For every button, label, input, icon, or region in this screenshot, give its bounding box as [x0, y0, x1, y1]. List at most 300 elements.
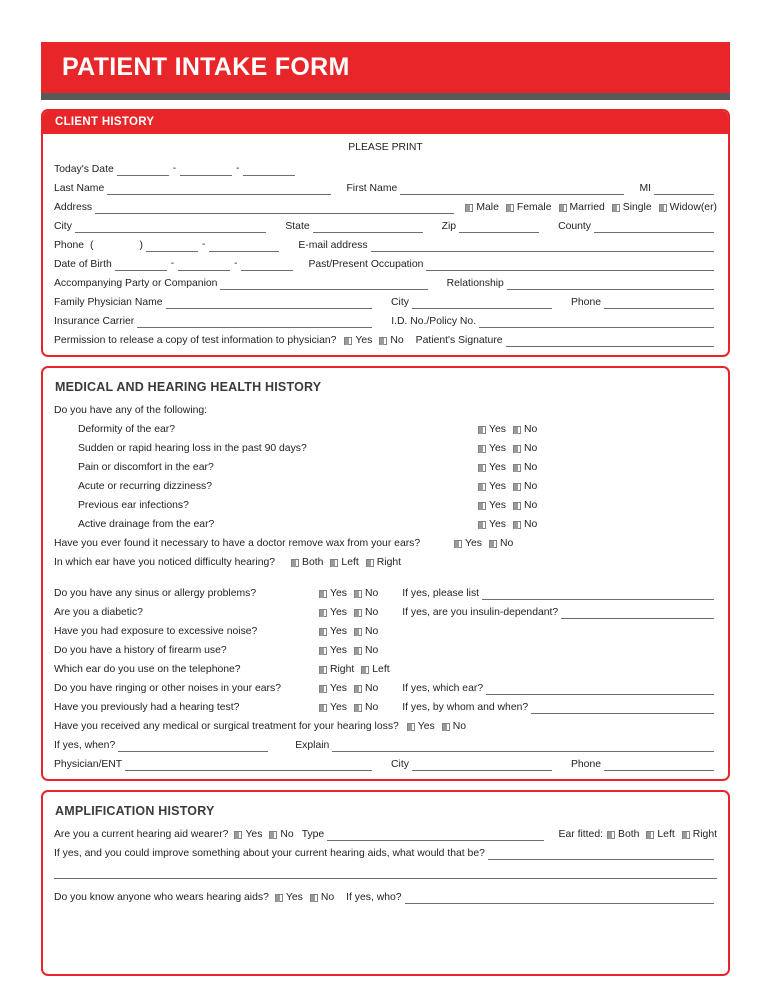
condition-row [54, 493, 717, 512]
checkbox-icon[interactable] [682, 831, 690, 839]
checkbox-option-male[interactable] [465, 202, 499, 214]
dob-separator-1: - [170, 258, 175, 269]
input-phone-line[interactable] [209, 240, 279, 252]
question-followup-input[interactable] [486, 683, 714, 695]
question-followup-input[interactable] [531, 702, 714, 714]
checkbox-icon[interactable] [269, 831, 277, 839]
question-label: Have you previously had a hearing test? [54, 702, 240, 713]
checkbox-option-female[interactable] [506, 202, 552, 214]
phone-separator: - [201, 239, 206, 250]
condition-label: Active drainage from the ear? [78, 519, 215, 530]
input-first-name[interactable] [400, 183, 624, 195]
checkbox-label: Left [657, 829, 675, 840]
checkbox-label: No [523, 481, 538, 492]
input-occupation[interactable] [426, 259, 714, 271]
checkbox-option-yes[interactable] [319, 683, 347, 695]
checkbox-label: Yes [330, 626, 347, 637]
row-wax-question [54, 531, 717, 550]
input-companion[interactable] [220, 278, 427, 290]
checkbox-option-yes[interactable] [319, 702, 347, 714]
checkbox-icon[interactable] [354, 704, 362, 712]
label-date-of-birth: Date of Birth [54, 259, 112, 270]
input-explain[interactable] [332, 740, 714, 752]
row-dob-occupation [54, 252, 717, 271]
checkbox-label: Married [569, 202, 605, 213]
checkbox-option-both[interactable] [291, 557, 323, 569]
question-followup-input[interactable] [482, 588, 714, 600]
checkbox-label: No [364, 702, 379, 713]
checkbox-icon[interactable] [319, 647, 327, 655]
checkbox-option-ear-fitted-right[interactable] [682, 829, 717, 841]
checkbox-icon[interactable] [454, 540, 462, 548]
condition-yesno[interactable] [478, 481, 537, 493]
checkbox-icon[interactable] [659, 204, 667, 212]
checkbox-label: No [523, 443, 538, 454]
row-city-state-zip [54, 214, 717, 233]
checkbox-icon[interactable] [513, 464, 521, 472]
checkbox-option-no[interactable] [354, 607, 378, 619]
checkbox-option-no[interactable] [513, 481, 537, 493]
amplification-blank-space [54, 904, 717, 966]
condition-yesno[interactable] [478, 519, 537, 531]
input-physician-phone[interactable] [604, 297, 714, 309]
label-physician-phone: Phone [570, 297, 601, 308]
checkbox-icon[interactable] [330, 559, 338, 567]
checkbox-option-ear-fitted-left[interactable] [646, 829, 674, 841]
label-patient-signature: Patient's Signature [415, 335, 503, 346]
label-last-name: Last Name [54, 183, 105, 194]
checkbox-icon[interactable] [366, 559, 374, 567]
checkbox-option-no[interactable] [513, 519, 537, 531]
label-state: State [285, 221, 310, 232]
input-mi[interactable] [654, 183, 714, 195]
question-followup-label: If yes, by whom and when? [402, 702, 529, 713]
row-treatment-detail [54, 733, 717, 752]
checkbox-option-no[interactable] [513, 462, 537, 474]
checkbox-option-yes[interactable] [454, 538, 482, 550]
checkbox-option-wearer-no[interactable] [269, 829, 293, 841]
checkbox-option-yes[interactable] [319, 607, 347, 619]
label-physician-ent: Physician/ENT [54, 759, 123, 770]
input-city[interactable] [75, 221, 266, 233]
row-know-anyone [54, 885, 717, 904]
checkbox-label: Yes [330, 702, 347, 713]
condition-label: Acute or recurring dizziness? [78, 481, 212, 492]
checkbox-icon[interactable] [319, 685, 327, 693]
label-ent-city: City [391, 759, 409, 770]
checkbox-label: Male [476, 202, 499, 213]
checkbox-icon[interactable] [442, 723, 450, 731]
input-patient-signature[interactable] [506, 335, 714, 347]
label-hearing-aid-wearer: Are you a current hearing aid wearer? [54, 829, 229, 840]
input-relationship[interactable] [507, 278, 714, 290]
checkbox-option-no[interactable] [354, 645, 378, 657]
input-phone-area-code[interactable] [97, 241, 137, 252]
row-name [54, 176, 717, 195]
checkbox-icon[interactable] [354, 647, 362, 655]
row-permission [54, 328, 717, 347]
checkbox-icon[interactable] [361, 666, 369, 674]
question-options[interactable] [319, 702, 378, 714]
condition-row [54, 436, 717, 455]
label-ear-fitted: Ear fitted: [558, 829, 604, 840]
medical-intro [54, 398, 717, 417]
input-if-yes-when[interactable] [118, 740, 268, 752]
question-row [54, 581, 717, 600]
question-row [54, 695, 717, 714]
phone-open-paren: ( [90, 240, 94, 251]
checkbox-label: Right [376, 557, 402, 568]
checkbox-icon[interactable] [513, 483, 521, 491]
checkbox-option-permission-no[interactable] [379, 335, 403, 347]
wax-yesno[interactable] [454, 538, 513, 550]
checkbox-icon[interactable] [379, 337, 387, 345]
checkbox-option-no[interactable] [513, 443, 537, 455]
checkbox-icon[interactable] [478, 445, 486, 453]
question-row [54, 600, 717, 619]
checkbox-label: No [320, 892, 335, 903]
checkbox-option-right[interactable] [366, 557, 401, 569]
checkbox-label: Both [302, 557, 324, 568]
checkbox-icon[interactable] [407, 723, 415, 731]
checkbox-icon[interactable] [607, 831, 615, 839]
medical-history-title: MEDICAL AND HEARING HEALTH HISTORY [55, 380, 322, 394]
checkbox-option-widower[interactable] [659, 202, 717, 214]
label-ent-phone: Phone [570, 759, 601, 770]
input-hearing-aid-type[interactable] [327, 829, 543, 841]
row-hearing-aid-wearer [54, 822, 717, 841]
checkbox-icon[interactable] [319, 704, 327, 712]
checkbox-option-no[interactable] [354, 588, 378, 600]
checkbox-label: Yes [285, 892, 303, 903]
checkbox-label: Left [341, 557, 359, 568]
checkbox-label: No [364, 626, 379, 637]
label-improve-question: If yes, and you could improve something about your current hearing aids, what would that be? [54, 848, 485, 859]
label-if-yes-when: If yes, when? [54, 740, 116, 751]
input-ent-city[interactable] [412, 759, 552, 771]
checkbox-label: No [499, 538, 514, 549]
please-print-note: PLEASE PRINT [348, 142, 423, 153]
input-last-name[interactable] [107, 183, 331, 195]
question-row [54, 638, 717, 657]
input-phone-prefix[interactable] [146, 240, 198, 252]
checkbox-icon[interactable] [465, 204, 473, 212]
question-label: Have you had exposure to excessive noise? [54, 626, 258, 637]
dob-separator-2: - [234, 258, 238, 269]
checkbox-option-permission-yes[interactable] [344, 335, 372, 347]
condition-label: Pain or discomfort in the ear? [78, 462, 214, 473]
checkbox-label: Yes [245, 829, 263, 840]
checkbox-icon[interactable] [478, 502, 486, 510]
label-address: Address [54, 202, 93, 213]
input-state[interactable] [313, 221, 423, 233]
question-followup-input[interactable] [561, 607, 714, 619]
checkbox-icon[interactable] [354, 590, 362, 598]
checkbox-option-yes[interactable] [478, 443, 506, 455]
checkbox-label: Single [622, 202, 652, 213]
checkbox-icon[interactable] [319, 666, 327, 674]
checkbox-option-yes[interactable] [478, 424, 506, 436]
row-phone-email [54, 233, 717, 252]
checkbox-label: Widow(er) [669, 202, 717, 213]
checkbox-icon[interactable] [513, 426, 521, 434]
row-insurance [54, 309, 717, 328]
input-improve-answer-line1[interactable] [488, 848, 714, 860]
client-history-band: CLIENT HISTORY [43, 111, 728, 134]
checkbox-icon[interactable] [319, 628, 327, 636]
condition-label: Deformity of the ear? [78, 424, 176, 435]
condition-label: Sudden or rapid hearing loss in the past 90 days? [78, 443, 307, 454]
checkbox-label: Yes [355, 335, 373, 346]
question-options[interactable] [319, 607, 378, 619]
checkbox-icon[interactable] [275, 894, 283, 902]
checkbox-option-yes[interactable] [478, 519, 506, 531]
row-physician-ent [54, 752, 717, 771]
label-city: City [54, 221, 72, 232]
checkbox-option-wearer-yes[interactable] [234, 829, 262, 841]
input-address[interactable] [95, 202, 454, 214]
checkbox-option-yes[interactable] [478, 500, 506, 512]
checkbox-option-yes[interactable] [319, 645, 347, 657]
checkbox-option-ear-fitted-both[interactable] [607, 829, 639, 841]
checkbox-label: No [452, 721, 467, 732]
input-physician-ent[interactable] [125, 759, 372, 771]
checkbox-option-no[interactable] [489, 538, 513, 550]
input-date-month[interactable] [117, 164, 169, 176]
checkbox-icon[interactable] [319, 590, 327, 598]
row-companion [54, 271, 717, 290]
checkbox-icon[interactable] [559, 204, 567, 212]
checkbox-option-no[interactable] [513, 500, 537, 512]
label-medical-intro: Do you have any of the following: [54, 405, 208, 416]
condition-row [54, 455, 717, 474]
checkbox-icon[interactable] [612, 204, 620, 212]
date-separator-1: - [172, 163, 177, 174]
question-followup-label: If yes, are you insulin-dependant? [402, 607, 559, 618]
checkbox-option-yes[interactable] [478, 481, 506, 493]
condition-label: Previous ear infections? [78, 500, 189, 511]
checkbox-label: Both [618, 829, 640, 840]
condition-row [54, 474, 717, 493]
row-address [54, 195, 717, 214]
question-row [54, 676, 717, 695]
question-options[interactable] [319, 645, 378, 657]
checkbox-option-right[interactable] [319, 664, 354, 676]
checkbox-icon[interactable] [646, 831, 654, 839]
row-family-physician [54, 290, 717, 309]
checkbox-option-married[interactable] [559, 202, 605, 214]
question-options[interactable] [319, 664, 390, 676]
title-divider [41, 93, 730, 100]
question-row [54, 619, 717, 638]
checkbox-option-yes[interactable] [319, 626, 347, 638]
checkbox-icon[interactable] [319, 609, 327, 617]
question-row [54, 657, 717, 676]
checkbox-icon[interactable] [478, 426, 486, 434]
condition-yesno[interactable] [478, 424, 537, 436]
input-improve-answer-line2[interactable] [54, 867, 717, 879]
checkbox-option-no[interactable] [354, 683, 378, 695]
medical-history-section [41, 366, 730, 781]
checkbox-label: Yes [489, 443, 506, 454]
label-family-physician: Family Physician Name [54, 297, 163, 308]
checkbox-option-yes[interactable] [478, 462, 506, 474]
row-improve-question [54, 841, 717, 860]
condition-yesno[interactable] [478, 500, 537, 512]
checkbox-option-treatment-no[interactable] [442, 721, 466, 733]
amplification-history-body [43, 792, 728, 974]
checkbox-option-no[interactable] [354, 702, 378, 714]
checkbox-icon[interactable] [234, 831, 242, 839]
checkbox-label: No [523, 462, 538, 473]
checkbox-icon[interactable] [478, 521, 486, 529]
label-wax-question: Have you ever found it necessary to have a doctor remove wax from your ears? [54, 538, 421, 549]
checkbox-option-single[interactable] [612, 202, 652, 214]
row-improve-continuation [54, 860, 717, 879]
condition-row [54, 512, 717, 531]
client-history-body [43, 134, 728, 355]
checkbox-label: Yes [489, 424, 506, 435]
checkbox-label: No [364, 588, 379, 599]
input-policy-no[interactable] [479, 316, 714, 328]
input-if-yes-who[interactable] [405, 892, 714, 904]
label-if-yes-who: If yes, who? [346, 892, 402, 903]
question-options[interactable] [319, 626, 378, 638]
label-permission: Permission to release a copy of test information to physician? [54, 335, 337, 346]
checkbox-option-know-no[interactable] [310, 892, 334, 904]
medical-history-body [43, 368, 728, 779]
label-mi: MI [639, 183, 652, 194]
label-phone: Phone [54, 240, 85, 251]
checkbox-option-left[interactable] [330, 557, 358, 569]
checkbox-label: No [390, 335, 404, 346]
label-physician-city: City [391, 297, 409, 308]
label-companion: Accompanying Party or Companion [54, 278, 218, 289]
condition-yesno[interactable] [478, 443, 537, 455]
checkbox-label: No [523, 424, 538, 435]
checkbox-icon[interactable] [506, 204, 514, 212]
checkbox-icon[interactable] [310, 894, 318, 902]
checkbox-label: No [280, 829, 294, 840]
checkbox-label: Yes [465, 538, 482, 549]
checkbox-icon[interactable] [513, 445, 521, 453]
label-policy-no: I.D. No./Policy No. [391, 316, 477, 327]
checkbox-label: No [364, 645, 379, 656]
condition-yesno[interactable] [478, 462, 537, 474]
label-insurance-carrier: Insurance Carrier [54, 316, 135, 327]
question-options[interactable] [319, 683, 378, 695]
label-relationship: Relationship [446, 278, 504, 289]
checkbox-label: Right [692, 829, 717, 840]
row-treatment-question [54, 714, 717, 733]
label-occupation: Past/Present Occupation [308, 259, 424, 270]
input-dob-day[interactable] [178, 259, 230, 271]
checkbox-label: Yes [417, 721, 435, 732]
checkbox-option-no[interactable] [354, 626, 378, 638]
checkbox-icon[interactable] [291, 559, 299, 567]
checkbox-option-yes[interactable] [319, 588, 347, 600]
input-physician-city[interactable] [412, 297, 552, 309]
label-treatment-question: Have you received any medical or surgical treatment for your hearing loss? [54, 721, 399, 732]
checkbox-option-treatment-yes[interactable] [407, 721, 435, 733]
phone-close-paren: ) [139, 240, 143, 251]
checkbox-label: Yes [330, 588, 347, 599]
label-hearing-aid-type: Type [301, 829, 325, 840]
checkbox-label: Yes [330, 645, 347, 656]
input-date-day[interactable] [180, 164, 232, 176]
checkbox-icon[interactable] [354, 628, 362, 636]
checkbox-label: Yes [489, 500, 506, 511]
input-date-year[interactable] [243, 164, 295, 176]
input-dob-year[interactable] [241, 259, 293, 271]
amplification-history-title: AMPLIFICATION HISTORY [55, 804, 215, 818]
question-label: Do you have any sinus or allergy problems? [54, 588, 257, 599]
checkbox-label: Right [330, 664, 355, 675]
checkbox-icon[interactable] [513, 521, 521, 529]
checkbox-label: Left [372, 664, 390, 675]
checkbox-label: No [523, 500, 538, 511]
form-title-banner [41, 42, 730, 93]
label-first-name: First Name [346, 183, 398, 194]
question-options[interactable] [319, 588, 378, 600]
checkbox-label: No [523, 519, 538, 530]
checkbox-icon[interactable] [354, 685, 362, 693]
checkbox-icon[interactable] [354, 609, 362, 617]
checkbox-icon[interactable] [489, 540, 497, 548]
label-explain: Explain [295, 740, 330, 751]
input-family-physician[interactable] [166, 297, 372, 309]
checkbox-label: No [364, 607, 379, 618]
condition-row [54, 417, 717, 436]
input-county[interactable] [594, 221, 714, 233]
label-which-ear-difficulty: In which ear have you noticed difficulty hearing? [54, 557, 276, 568]
input-email[interactable] [371, 240, 714, 252]
amplification-history-section [41, 790, 730, 976]
row-which-ear-difficulty [54, 550, 717, 569]
checkbox-option-left[interactable] [361, 664, 389, 676]
question-label: Do you have ringing or other noises in your ears? [54, 683, 281, 694]
label-zip: Zip [441, 221, 457, 232]
page-title: PATIENT INTAKE FORM [62, 53, 350, 81]
checkbox-icon[interactable] [478, 483, 486, 491]
label-email: E-mail address [298, 240, 368, 251]
checkbox-icon[interactable] [513, 502, 521, 510]
client-history-section [41, 109, 730, 357]
checkbox-label: Yes [330, 607, 347, 618]
input-dob-month[interactable] [115, 259, 167, 271]
checkbox-option-know-yes[interactable] [275, 892, 303, 904]
input-zip[interactable] [459, 221, 539, 233]
checkbox-label: Yes [489, 481, 506, 492]
checkbox-icon[interactable] [478, 464, 486, 472]
row-todays-date [54, 157, 717, 176]
checkbox-label: No [364, 683, 379, 694]
checkbox-option-no[interactable] [513, 424, 537, 436]
input-insurance-carrier[interactable] [137, 316, 372, 328]
checkbox-icon[interactable] [344, 337, 352, 345]
checkbox-label: Yes [489, 519, 506, 530]
question-label: Do you have a history of firearm use? [54, 645, 227, 656]
question-followup-label: If yes, please list [402, 588, 480, 599]
checkbox-label: Female [516, 202, 552, 213]
checkbox-label: Yes [489, 462, 506, 473]
label-todays-date: Today's Date [54, 164, 114, 175]
label-know-anyone: Do you know anyone who wears hearing aids? [54, 892, 269, 903]
checkbox-label: Yes [330, 683, 347, 694]
question-label: Which ear do you use on the telephone? [54, 664, 241, 675]
question-label: Are you a diabetic? [54, 607, 143, 618]
input-ent-phone[interactable] [604, 759, 714, 771]
